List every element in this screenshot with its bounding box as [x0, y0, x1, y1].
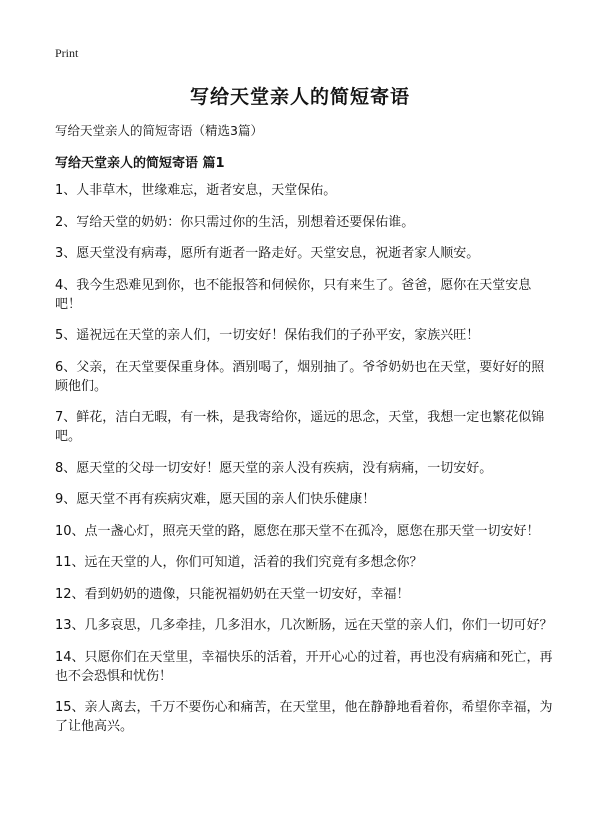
document-subtitle: 写给天堂亲人的简短寄语（精选3篇）	[55, 123, 263, 138]
list-item: 3、愿天堂没有病毒，愿所有逝者一路走好。天堂安息，祝逝者家人顺安。	[55, 246, 480, 261]
list-item: 15、亲人离去，千万不要伤心和痛苦，在天堂里，他在静静地看着你，希望你幸福，为了让他高兴。	[55, 700, 553, 734]
section-heading: 写给天堂亲人的简短寄语 篇1	[55, 156, 225, 171]
print-link[interactable]: Print	[55, 46, 79, 60]
list-item: 5、遥祝远在天堂的亲人们，一切安好！保佑我们的子孙平安，家族兴旺！	[55, 328, 480, 343]
list-item: 10、点一盏心灯，照亮天堂的路，愿您在那天堂不在孤冷，愿您在那天堂一切安好！	[55, 523, 540, 539]
list-item: 2、写给天堂的奶奶：你只需过你的生活，别想着还要保佑谁。	[55, 214, 415, 230]
list-item: 4、我今生恐难见到你，也不能报答和伺候你，只有来生了。爸爸，愿你在天堂安息吧！	[55, 277, 532, 312]
list-item: 8、愿天堂的父母一切安好！愿天堂的亲人没有疾病，没有病痛，一切安好。	[55, 460, 493, 476]
message-list	[55, 181, 555, 749]
list-item: 6、父亲，在天堂要保重身体。酒别喝了，烟别抽了。爷爷奶奶也在天堂，要好好的照顾他们。	[55, 359, 545, 394]
list-item: 11、远在天堂的人，你们可知道，活着的我们究竟有多想念你？	[55, 555, 423, 570]
list-item: 1、人非草木，世缘难忘，逝者安息，天堂保佑。	[55, 183, 337, 198]
page-title: 写给天堂亲人的简短寄语	[189, 86, 410, 108]
list-item: 12、看到奶奶的遗像，只能祝福奶奶在天堂一切安好，幸福！	[55, 586, 410, 602]
list-item: 7、鲜花，洁白无暇，有一株，是我寄给你，遥远的思念，天堂，我想一定也繁花似锦吧。	[55, 410, 545, 444]
list-item: 13、几多哀思，几多牵挂，几多泪水，几次断肠，远在天堂的亲人们，你们一切可好？	[55, 618, 553, 633]
list-item: 14、只愿你们在天堂里，幸福快乐的活着，开开心心的过着，再也没有病痛和死亡，再也不会恐惧和忧伤！	[55, 649, 553, 684]
list-item: 9、愿天堂不再有疾病灾难，愿天国的亲人们快乐健康！	[55, 492, 376, 507]
